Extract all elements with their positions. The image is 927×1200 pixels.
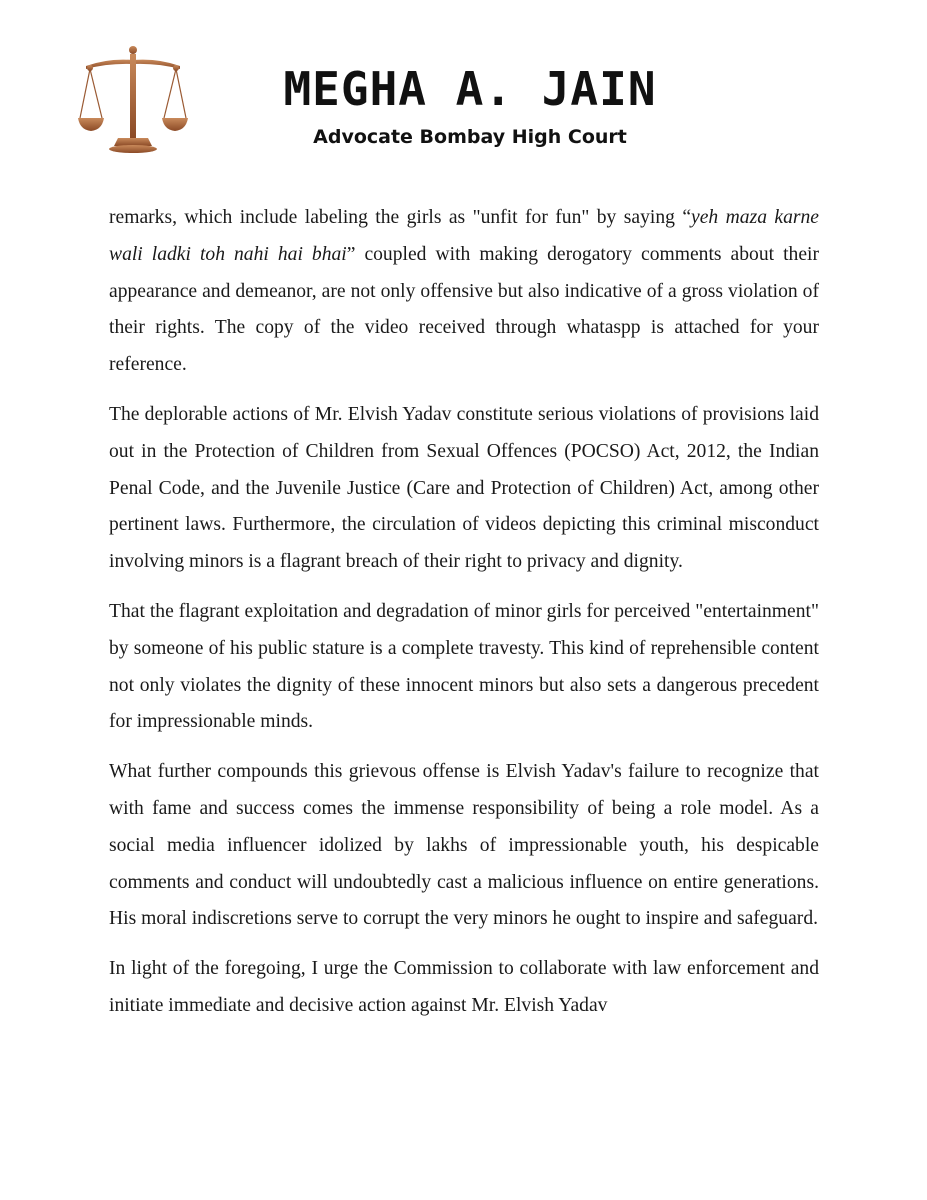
paragraph-3: That the flagrant exploitation and degradation of minor girls for perceived "entertainment" by someone of his public stature is a complete travesty. This kind of reprehensible content not only violates the dignity of these innocent minors but also sets a dangerous precedent for impressionable minds. [109,600,819,733]
scales-of-justice-icon [78,44,188,156]
paragraph-1-text-before: remarks, which include labeling the girls as "unfit for fun" by saying “ [109,207,692,228]
paragraph-1-text-after: ” coupled with making derogatory comments about their appearance and demeanor, are not only offensive but also indicative of a gross violation of their rights. The copy of the video received through whataspp is attached for your reference. [109,243,819,376]
advocate-name: MEGHA A. JAIN [283,62,657,116]
letterhead [0,0,927,170]
paragraph-2: The deplorable actions of Mr. Elvish Yadav constitute serious violations of provisions laid out in the Protection of Children from Sexual Offences (POCSO) Act, 2012, the Indian Penal Code, and the Juvenile Justice (Care and Protection of Children) Act, among other pertinent laws. Furthermore, the circulation of videos depicting this criminal misconduct involving minors is a flagrant breach of their right to privacy and dignity. [109,403,819,573]
advocate-title: Advocate Bombay High Court [313,126,627,148]
letter-body [109,200,819,1038]
paragraph-4: What further compounds this grievous offense is Elvish Yadav's failure to recognize that with fame and success comes the immense responsibility of being a role model. As a social media influencer idolized by lakhs of impressionable youth, his despicable comments and conduct will undoubtedly cast a malicious influence on entire generations. His moral indiscretions serve to corrupt the very minors he ought to inspire and safeguard. [109,761,819,930]
quoted-hindi-remark: yeh maza karne wali ladki toh nahi hai bhai [109,207,820,265]
paragraph-1 [109,200,819,384]
paragraph-5: In light of the foregoing, I urge the Commission to collaborate with law enforcement and initiate immediate and decisive action against Mr. Elvish Yadav [109,958,819,1016]
